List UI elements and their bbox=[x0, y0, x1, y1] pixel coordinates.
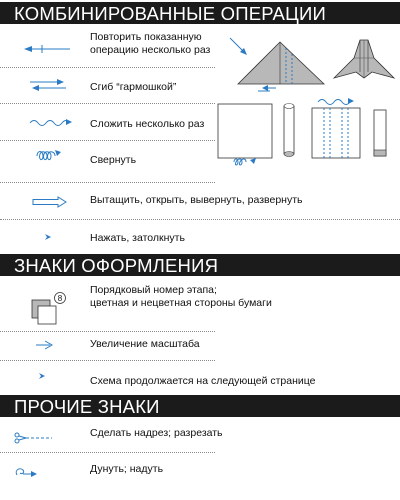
crane-base-diagram bbox=[332, 34, 396, 84]
divider bbox=[0, 452, 215, 453]
section-title: КОМБИНИРОВАННЫЕ ОПЕРАЦИИ bbox=[14, 3, 326, 24]
pull-open-label: Вытащить, открыть, вывернуть, развернуть bbox=[90, 194, 303, 206]
multi-fold-label: Сложить несколько раз bbox=[90, 118, 205, 130]
push-label: Нажать, затолкнуть bbox=[90, 232, 185, 244]
roll-up-spiral-icon bbox=[35, 148, 67, 164]
section-header-other bbox=[0, 395, 400, 417]
continue-next-page-arrow-icon bbox=[38, 372, 46, 380]
divider bbox=[0, 67, 215, 68]
blow-label: Дунуть; надуть bbox=[90, 463, 164, 475]
step-number-paper-sides-icon bbox=[30, 292, 70, 328]
step-number-label: Порядковый номер этапа; цветная и нецветная стороны бумаги bbox=[90, 284, 272, 309]
push-arrowhead-icon bbox=[44, 233, 52, 241]
folded-triangle-diagram bbox=[228, 34, 328, 94]
step-number-badge: 8 bbox=[57, 294, 63, 303]
accordion-fold-arrows-icon bbox=[28, 78, 68, 92]
section-title: ЗНАКИ ОФОРМЛЕНИЯ bbox=[14, 255, 219, 276]
zoom-in-arrow-icon bbox=[34, 340, 56, 350]
repeat-operation-arrow-icon bbox=[22, 44, 72, 54]
divider bbox=[0, 219, 400, 220]
accordion-folded-sheet-diagram bbox=[308, 96, 400, 166]
accordion-fold-label: Сгиб “гармошкой” bbox=[90, 81, 177, 93]
divider bbox=[0, 103, 215, 104]
section-header-formatting bbox=[0, 254, 400, 276]
section-header-combined bbox=[0, 2, 400, 24]
divider bbox=[0, 140, 215, 141]
divider bbox=[0, 360, 215, 361]
continue-next-page-label: Схема продолжается на следующей странице bbox=[90, 375, 316, 387]
roll-up-square-diagram bbox=[214, 100, 304, 172]
divider bbox=[0, 182, 215, 183]
hollow-arrow-icon bbox=[32, 196, 68, 208]
cut-label: Сделать надрез; разрезать bbox=[90, 427, 223, 439]
blow-inflate-icon bbox=[14, 466, 40, 478]
section-title: ПРОЧИЕ ЗНАКИ bbox=[14, 396, 160, 417]
multi-fold-wave-icon bbox=[28, 116, 74, 128]
scissors-cut-icon bbox=[14, 432, 54, 444]
zoom-in-label: Увеличение масштаба bbox=[90, 338, 200, 350]
divider bbox=[0, 331, 215, 332]
roll-up-label: Свернуть bbox=[90, 154, 137, 166]
repeat-operation-label: Повторить показанную операцию несколько раз bbox=[90, 31, 211, 56]
